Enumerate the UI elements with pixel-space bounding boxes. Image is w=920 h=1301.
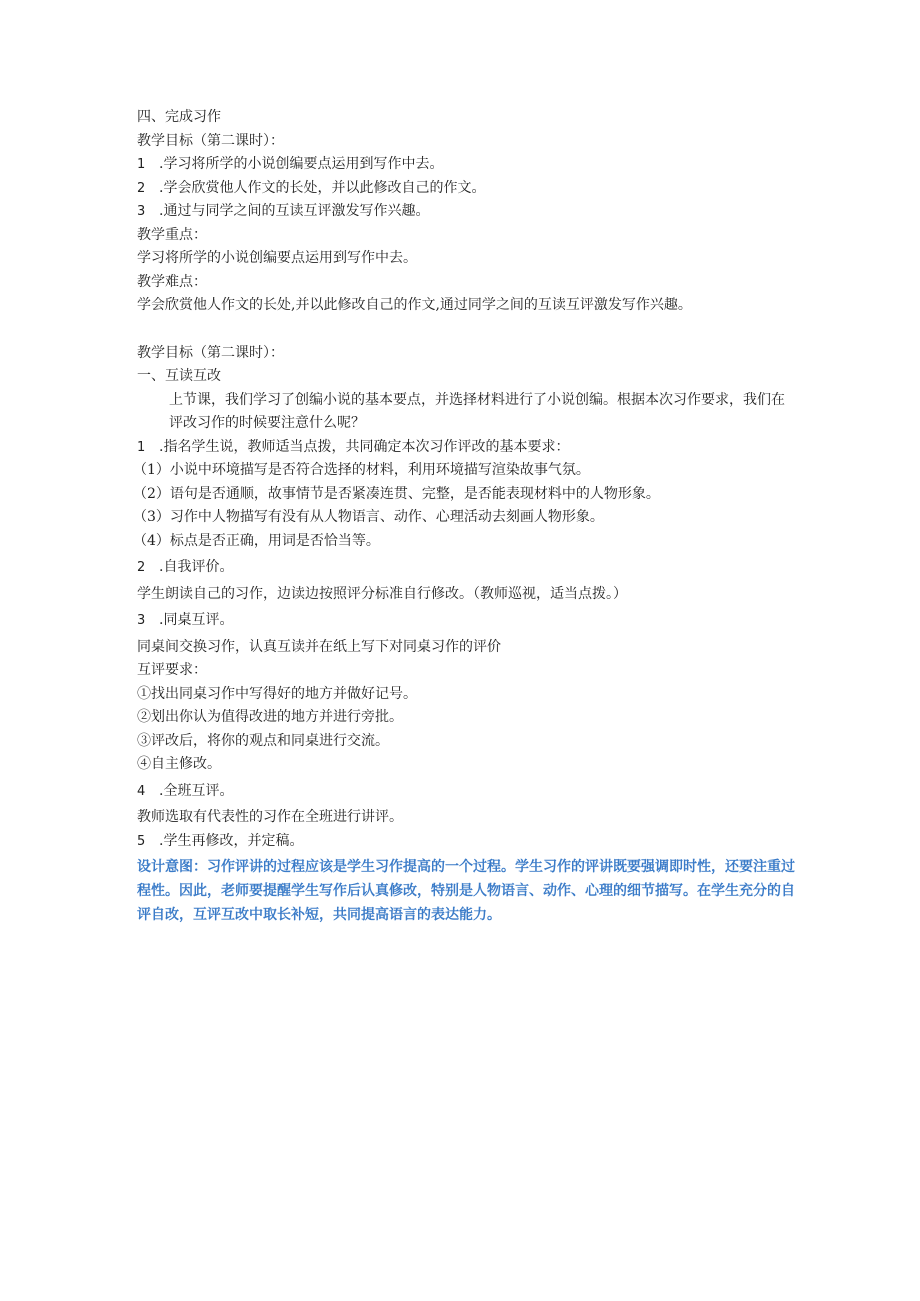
step-2-text: 学生朗读自己的习作，边读边按照评分标准自行修改。（教师巡视，适当点拨。） [137, 585, 627, 602]
key-point-text: 学习将所学的小说创编要点运用到写作中去。 [137, 250, 417, 266]
section-heading: 四、完成习作 [137, 109, 221, 125]
step-text: .学生再修改，并定稿。 [159, 832, 304, 849]
goal-item-1 [137, 153, 797, 177]
step-4-text: 教师选取有代表性的习作在全班进行讲评。 [137, 809, 403, 825]
step-number: 1 [137, 439, 146, 455]
step-text: .自我评价。 [159, 559, 234, 575]
step-4 [137, 780, 797, 804]
requirement-item-2: （2）语句是否通顺，故事情节是否紧凑连贯、完整，是否能表现材料中的人物形象。 [133, 485, 660, 502]
peer-item-4: ④自主修改。 [137, 756, 221, 772]
key-point-title: 教学重点： [137, 226, 207, 243]
goal-item-2 [137, 177, 797, 201]
goal-text: .学会欣赏他人作文的长处，并以此修改自己的作文。 [159, 179, 486, 196]
difficulty-text: 学会欣赏他人作文的长处,并以此修改自己的作文,通过同学之间的互读互评激发写作兴趣。 [137, 297, 692, 313]
goal-number: 3 [137, 204, 146, 219]
peer-review-title: 互评要求： [137, 662, 207, 678]
step-3-text: 同桌间交换习作，认真互读并在纸上写下对同桌习作的评价 [137, 638, 501, 655]
step-2 [137, 556, 797, 580]
step-number: 5 [137, 833, 146, 849]
goal-number: 1 [137, 157, 146, 172]
step-3 [137, 609, 797, 633]
step-text: .同桌互评。 [159, 612, 234, 628]
goal-text: .学习将所学的小说创编要点运用到写作中去。 [159, 156, 444, 172]
design-intent-paragraph: 设计意图：习作评讲的过程应该是学生习作提高的一个过程。学生习作的评讲既要强调即时性，还要注重过程性。因此，老师要提醒学生写作后认真修改，特别是人物语言、动作、心理的细节描写。在学生充分的自评自改，互评互改中取长补短，共同提高语言的表达能力。 [137, 859, 795, 923]
peer-item-1: ①找出同桌习作中写得好的地方并做好记号。 [137, 685, 417, 702]
subsection-heading: 一、互读互改 [137, 368, 221, 384]
intro-paragraph: 上节课，我们学习了创编小说的基本要点，并选择材料进行了小说创编。根据本次习作要求，我们在评改习作的时候要注意什么呢？ [169, 391, 785, 431]
goal-text: .通过与同学之间的互读互评激发写作兴趣。 [159, 203, 430, 219]
step-5 [137, 830, 797, 854]
document-body [133, 106, 797, 927]
peer-item-2: ②划出你认为值得改进的地方并进行旁批。 [137, 709, 403, 725]
peer-item-3: ③评改后，将你的观点和同桌进行交流。 [137, 732, 389, 749]
step-number: 3 [137, 613, 146, 628]
goal-item-3 [137, 200, 797, 224]
goal-number: 2 [137, 180, 146, 196]
requirement-item-1: （1）小说中环境描写是否符合选择的材料，利用环境描写渲染故事气氛。 [133, 462, 590, 478]
step-text: .指名学生说，教师适当点拨，共同确定本次习作评改的基本要求： [159, 438, 570, 455]
goal-title: 教学目标（第二课时）： [137, 132, 284, 149]
step-number: 2 [137, 560, 146, 575]
step-number: 4 [137, 783, 146, 799]
step-text: .全班互评。 [159, 782, 234, 799]
requirement-item-3: （3）习作中人物描写有没有从人物语言、动作、心理活动去刻画人物形象。 [133, 509, 604, 525]
goal-title-second: 教学目标（第二课时）： [137, 344, 284, 361]
requirement-item-4: （4）标点是否正确，用词是否恰当等。 [133, 532, 380, 549]
step-1 [137, 436, 797, 460]
difficulty-title: 教学难点： [137, 273, 207, 290]
